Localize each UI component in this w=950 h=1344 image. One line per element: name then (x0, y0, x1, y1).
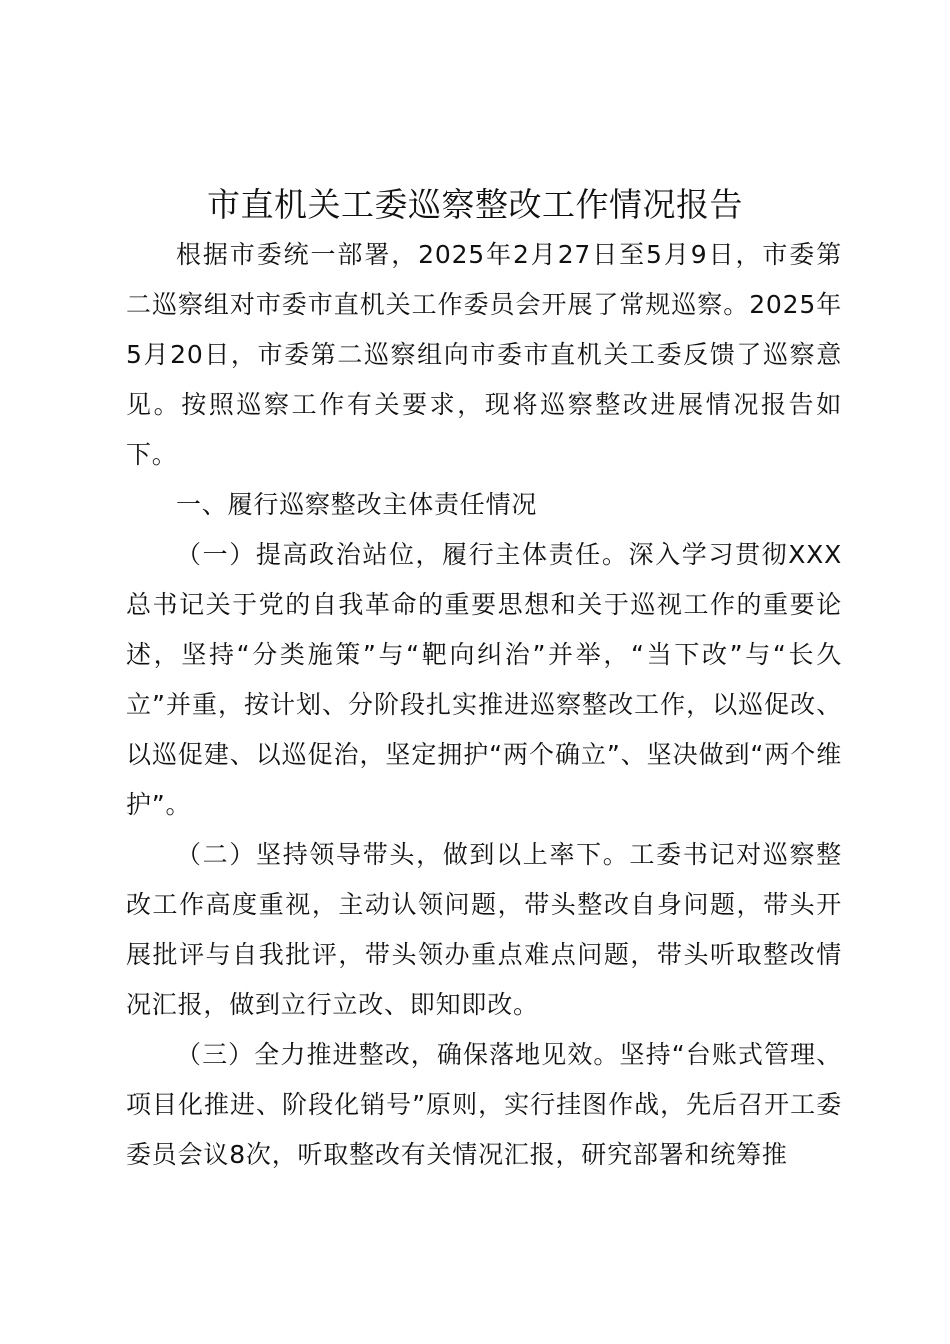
body-paragraph: （一）提高政治站位，履行主体责任。深入学习贯彻XXX总书记关于党的自我革命的重要思想和关于巡视工作的重要论述，坚持“分类施策”与“靶向纠治”并举，“当下改”与“长久立”并重，按计划、分阶段扎实推进巡察整改工作，以巡促改、以巡促建、以巡促治，坚定拥护“两个确立”、坚决做到“两个维护”。 (126, 540, 842, 819)
document-body (126, 230, 842, 1180)
body-paragraph: （三）全力推进整改，确保落地见效。坚持“台账式管理、项目化推进、阶段化销号”原则，实行挂图作战，先后召开工委委员会议8次，听取整改有关情况汇报，研究部署和统筹推 (126, 1040, 842, 1169)
document-title: 市直机关工委巡察整改工作情况报告 (207, 185, 743, 224)
section-heading: 一、履行巡察整改主体责任情况 (176, 490, 538, 519)
body-paragraph: （二）坚持领导带头，做到以上率下。工委书记对巡察整改工作高度重视，主动认领问题，带头整改自身问题，带头开展批评与自我批评，带头领办重点难点问题，带头听取整改情况汇报，做到立行立改、即知即改。 (126, 840, 842, 1019)
intro-paragraph: 根据市委统一部署，2025年2月27日至5月9日，市委第二巡察组对市委市直机关工作委员会开展了常规巡察。2025年5月20日，市委第二巡察组向市委市直机关工委反馈了巡察意见。按照巡察工作有关要求，现将巡察整改进展情况报告如下。 (126, 240, 842, 469)
